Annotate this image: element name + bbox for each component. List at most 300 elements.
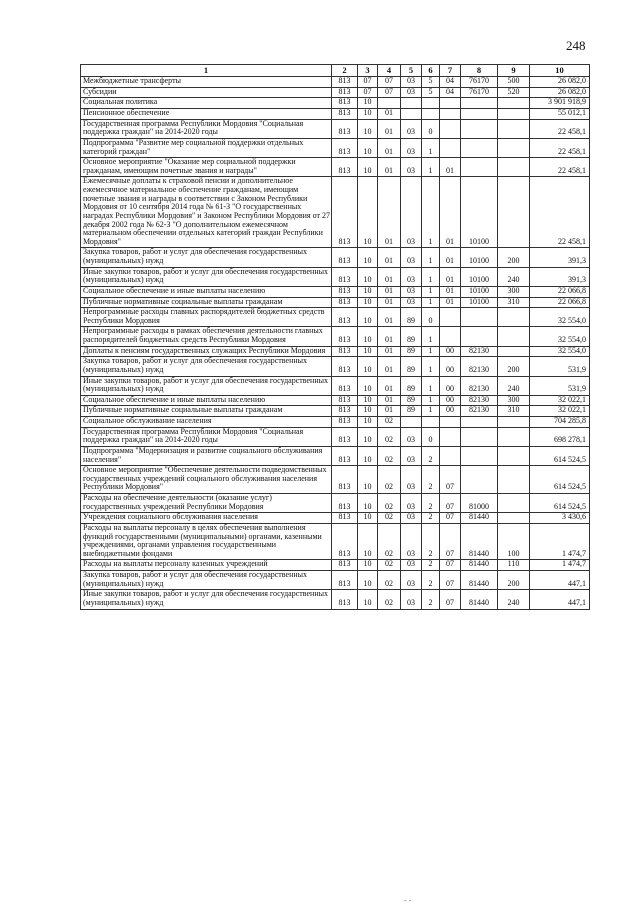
- col-event: [440, 119, 461, 138]
- row-name: Субсидии: [81, 87, 332, 98]
- col-amount: 704 285,8: [530, 417, 590, 428]
- row-name: Государственная программа Республики Мордовия "Социальная поддержка граждан" на 2014-2020 годы: [81, 427, 332, 446]
- col-event: 00: [440, 395, 461, 406]
- col-subsection: 02: [378, 590, 401, 609]
- row-name: Иные закупки товаров, работ и услуг для обеспечения государственных (муниципальных) нужд: [81, 267, 332, 286]
- col-subprogram: 1: [422, 286, 440, 297]
- col-subsection: 02: [378, 417, 401, 428]
- col-direction: 82130: [461, 395, 498, 406]
- table-row: [81, 297, 590, 308]
- col-section: 10: [358, 248, 378, 267]
- column-header: 3: [358, 65, 378, 77]
- col-subsection: 02: [378, 494, 401, 513]
- column-header: 2: [332, 65, 358, 77]
- col-subprogram: 1: [422, 376, 440, 395]
- table-row: [81, 395, 590, 406]
- col-amount: 32 554,0: [530, 327, 590, 346]
- col-grbs: 813: [332, 406, 358, 417]
- col-event: 04: [440, 87, 461, 98]
- column-header: 5: [401, 65, 422, 77]
- header-row: [81, 65, 590, 77]
- col-event: [440, 446, 461, 465]
- col-grbs: 813: [332, 523, 358, 560]
- col-section: 10: [358, 327, 378, 346]
- col-amount: 22 066,8: [530, 297, 590, 308]
- row-name: Подпрограмма "Развитие мер социальной поддержки отдельных категорий граждан": [81, 138, 332, 157]
- col-program: 03: [401, 513, 422, 524]
- col-amount: 447,1: [530, 571, 590, 590]
- col-event: 01: [440, 177, 461, 248]
- col-amount: 614 524,5: [530, 494, 590, 513]
- col-expense-type: 200: [498, 248, 530, 267]
- col-program: 89: [401, 346, 422, 357]
- col-event: 07: [440, 513, 461, 524]
- col-program: 89: [401, 395, 422, 406]
- row-name: Закупка товаров, работ и услуг для обеспечения государственных (муниципальных) нужд: [81, 571, 332, 590]
- col-grbs: 813: [332, 571, 358, 590]
- col-direction: 10100: [461, 248, 498, 267]
- col-amount: 22 066,8: [530, 286, 590, 297]
- col-subprogram: 1: [422, 327, 440, 346]
- col-subsection: 01: [378, 286, 401, 297]
- col-grbs: 813: [332, 77, 358, 88]
- table-row: [81, 376, 590, 395]
- col-grbs: 813: [332, 417, 358, 428]
- col-amount: 22 458,1: [530, 138, 590, 157]
- col-amount: 3 430,6: [530, 513, 590, 524]
- col-section: 10: [358, 138, 378, 157]
- col-subprogram: 2: [422, 523, 440, 560]
- row-name: Основное мероприятие "Обеспечение деятельности подведомственных государственных учреждений социального обслуживания населения Республики Мордовия": [81, 466, 332, 494]
- row-name: Основное мероприятие "Оказание мер социальной поддержки гражданам, имеющим почетные звания и награды": [81, 158, 332, 177]
- col-event: 07: [440, 494, 461, 513]
- row-name: Социальное обслуживание населения: [81, 417, 332, 428]
- col-grbs: 813: [332, 494, 358, 513]
- table-row: [81, 406, 590, 417]
- col-direction: [461, 308, 498, 327]
- col-direction: 76170: [461, 87, 498, 98]
- col-subsection: 02: [378, 571, 401, 590]
- col-section: 10: [358, 109, 378, 120]
- col-direction: 10100: [461, 177, 498, 248]
- col-event: 01: [440, 158, 461, 177]
- col-direction: 81440: [461, 571, 498, 590]
- col-event: 07: [440, 590, 461, 609]
- row-name: Публичные нормативные социальные выплаты гражданам: [81, 406, 332, 417]
- col-section: 10: [358, 446, 378, 465]
- table-row: [81, 177, 590, 248]
- col-direction: 81440: [461, 560, 498, 571]
- col-subsection: 02: [378, 523, 401, 560]
- col-program: 89: [401, 376, 422, 395]
- col-expense-type: [498, 119, 530, 138]
- col-section: 10: [358, 406, 378, 417]
- col-grbs: 813: [332, 138, 358, 157]
- col-amount: 614 524,5: [530, 446, 590, 465]
- col-event: [440, 138, 461, 157]
- col-section: 10: [358, 267, 378, 286]
- col-event: [440, 427, 461, 446]
- col-direction: [461, 109, 498, 120]
- col-event: 07: [440, 523, 461, 560]
- col-section: 10: [358, 98, 378, 109]
- col-event: 00: [440, 357, 461, 376]
- row-name: Непрограммные расходы главных распорядителей бюджетных средств Республики Мордовия: [81, 308, 332, 327]
- row-name: Иные закупки товаров, работ и услуг для обеспечения государственных (муниципальных) нужд: [81, 590, 332, 609]
- column-header: 9: [498, 65, 530, 77]
- col-subsection: 07: [378, 77, 401, 88]
- col-subprogram: 1: [422, 248, 440, 267]
- col-section: 10: [358, 560, 378, 571]
- col-program: 03: [401, 248, 422, 267]
- table-row: [81, 560, 590, 571]
- col-section: 10: [358, 513, 378, 524]
- col-grbs: 813: [332, 427, 358, 446]
- col-direction: 81440: [461, 513, 498, 524]
- row-name: Расходы на обеспечение деятельности (оказание услуг) государственных учреждений Республики Мордовия: [81, 494, 332, 513]
- col-grbs: 813: [332, 560, 358, 571]
- col-expense-type: 300: [498, 286, 530, 297]
- col-subsection: 02: [378, 466, 401, 494]
- col-expense-type: [498, 417, 530, 428]
- col-subprogram: 5: [422, 77, 440, 88]
- col-subsection: 01: [378, 248, 401, 267]
- col-expense-type: [498, 177, 530, 248]
- row-name: Закупка товаров, работ и услуг для обеспечения государственных (муниципальных) нужд: [81, 248, 332, 267]
- col-expense-type: 520: [498, 87, 530, 98]
- row-name: Иные закупки товаров, работ и услуг для обеспечения государственных (муниципальных) нужд: [81, 376, 332, 395]
- row-name: Закупка товаров, работ и услуг для обеспечения государственных (муниципальных) нужд: [81, 357, 332, 376]
- col-amount: 26 082,0: [530, 77, 590, 88]
- col-section: 10: [358, 590, 378, 609]
- col-program: 03: [401, 427, 422, 446]
- col-expense-type: [498, 327, 530, 346]
- col-section: 10: [358, 571, 378, 590]
- col-direction: 10100: [461, 267, 498, 286]
- col-amount: 1 474,7: [530, 560, 590, 571]
- col-subsection: 01: [378, 395, 401, 406]
- col-direction: 10100: [461, 297, 498, 308]
- col-program: 03: [401, 297, 422, 308]
- col-subprogram: 1: [422, 357, 440, 376]
- col-amount: 391,3: [530, 267, 590, 286]
- col-program: 89: [401, 308, 422, 327]
- table-row: [81, 494, 590, 513]
- col-amount: 32 022,1: [530, 395, 590, 406]
- table-row: [81, 327, 590, 346]
- col-direction: [461, 446, 498, 465]
- col-subprogram: 2: [422, 446, 440, 465]
- col-grbs: 813: [332, 513, 358, 524]
- col-section: 10: [358, 357, 378, 376]
- table-row: [81, 98, 590, 109]
- col-grbs: 813: [332, 248, 358, 267]
- col-program: 89: [401, 406, 422, 417]
- page-number: 248: [566, 38, 586, 53]
- col-grbs: 813: [332, 297, 358, 308]
- col-expense-type: 240: [498, 267, 530, 286]
- col-subprogram: 2: [422, 466, 440, 494]
- col-event: [440, 109, 461, 120]
- column-header: 4: [378, 65, 401, 77]
- col-event: 01: [440, 248, 461, 267]
- col-program: 03: [401, 446, 422, 465]
- col-section: 10: [358, 177, 378, 248]
- col-amount: 32 554,0: [530, 308, 590, 327]
- col-program: 03: [401, 590, 422, 609]
- table-row: [81, 590, 590, 609]
- col-expense-type: 200: [498, 571, 530, 590]
- col-program: 89: [401, 327, 422, 346]
- row-name: Государственная программа Республики Мордовия "Социальная поддержка граждан" на 2014-2020 годы: [81, 119, 332, 138]
- col-expense-type: 240: [498, 590, 530, 609]
- col-subsection: 01: [378, 327, 401, 346]
- col-subsection: 01: [378, 109, 401, 120]
- col-direction: [461, 119, 498, 138]
- row-name: Социальное обеспечение и иные выплаты населению: [81, 286, 332, 297]
- row-name: Учреждения социального обслуживания населения: [81, 513, 332, 524]
- col-subprogram: 1: [422, 177, 440, 248]
- col-subsection: 02: [378, 560, 401, 571]
- col-grbs: 813: [332, 119, 358, 138]
- col-section: 07: [358, 77, 378, 88]
- table-row: [81, 158, 590, 177]
- col-event: [440, 327, 461, 346]
- col-section: 10: [358, 286, 378, 297]
- col-direction: 82130: [461, 346, 498, 357]
- col-program: 03: [401, 286, 422, 297]
- table-row: [81, 417, 590, 428]
- col-expense-type: [498, 109, 530, 120]
- col-amount: 698 278,1: [530, 427, 590, 446]
- col-subsection: 01: [378, 308, 401, 327]
- col-subprogram: 2: [422, 513, 440, 524]
- col-event: 00: [440, 376, 461, 395]
- col-amount: 447,1: [530, 590, 590, 609]
- col-direction: 82130: [461, 357, 498, 376]
- col-amount: 26 082,0: [530, 87, 590, 98]
- table-body: [81, 77, 590, 609]
- col-subsection: 02: [378, 513, 401, 524]
- col-event: 00: [440, 406, 461, 417]
- col-program: 03: [401, 523, 422, 560]
- col-event: 07: [440, 560, 461, 571]
- col-subprogram: 2: [422, 590, 440, 609]
- col-subsection: 01: [378, 138, 401, 157]
- col-event: 00: [440, 346, 461, 357]
- col-expense-type: 100: [498, 523, 530, 560]
- table-row: [81, 77, 590, 88]
- col-amount: 22 458,1: [530, 177, 590, 248]
- row-name: Пенсионное обеспечение: [81, 109, 332, 120]
- col-amount: 32 022,1: [530, 406, 590, 417]
- col-subprogram: 2: [422, 494, 440, 513]
- col-subsection: 01: [378, 346, 401, 357]
- row-name: Социальная политика: [81, 98, 332, 109]
- col-direction: 81440: [461, 590, 498, 609]
- col-amount: 3 901 918,9: [530, 98, 590, 109]
- col-event: 01: [440, 286, 461, 297]
- col-expense-type: [498, 346, 530, 357]
- col-subprogram: 0: [422, 427, 440, 446]
- col-grbs: 813: [332, 376, 358, 395]
- col-section: 10: [358, 308, 378, 327]
- col-direction: 82130: [461, 376, 498, 395]
- table-row: [81, 267, 590, 286]
- col-direction: 82130: [461, 406, 498, 417]
- row-name: Ежемесячные доплаты к страховой пенсии и дополнительное ежемесячное материальное обеспечение гражданам, имеющим почетные звания и награды в соответствии с Законом Республики Мордовия от 10 сентября 2014 года № 61-З "О государственных наградах Республики Мордовия" и Законом Республики Мордовия от 27 декабря 2002 года № 62-З "О дополнительном ежемесячном материальном обеспечении отдельных категорий граждан Республики Мордовия": [81, 177, 332, 248]
- col-subprogram: 0: [422, 308, 440, 327]
- col-expense-type: 200: [498, 357, 530, 376]
- col-direction: 10100: [461, 286, 498, 297]
- col-event: [440, 417, 461, 428]
- col-amount: 614 524,5: [530, 466, 590, 494]
- col-event: 04: [440, 77, 461, 88]
- column-header: 10: [530, 65, 590, 77]
- col-subprogram: 5: [422, 87, 440, 98]
- col-subsection: 02: [378, 446, 401, 465]
- col-subsection: 02: [378, 427, 401, 446]
- col-subsection: [378, 98, 401, 109]
- col-amount: 22 458,1: [530, 119, 590, 138]
- col-section: 10: [358, 523, 378, 560]
- table-row: [81, 466, 590, 494]
- col-grbs: 813: [332, 590, 358, 609]
- col-subsection: 01: [378, 297, 401, 308]
- column-header: 7: [440, 65, 461, 77]
- table-row: [81, 357, 590, 376]
- col-expense-type: 310: [498, 406, 530, 417]
- col-grbs: 813: [332, 177, 358, 248]
- col-subsection: 01: [378, 357, 401, 376]
- col-direction: [461, 138, 498, 157]
- col-expense-type: 300: [498, 395, 530, 406]
- table-row: [81, 87, 590, 98]
- col-expense-type: [498, 513, 530, 524]
- col-event: 01: [440, 267, 461, 286]
- col-expense-type: 500: [498, 77, 530, 88]
- row-name: Межбюджетные трансферты: [81, 77, 332, 88]
- col-section: 10: [358, 158, 378, 177]
- table-row: [81, 446, 590, 465]
- col-subsection: 01: [378, 158, 401, 177]
- col-amount: 531,9: [530, 376, 590, 395]
- col-subsection: 01: [378, 119, 401, 138]
- row-name: Публичные нормативные социальные выплаты гражданам: [81, 297, 332, 308]
- col-grbs: 813: [332, 109, 358, 120]
- table-row: [81, 109, 590, 120]
- col-expense-type: [498, 98, 530, 109]
- col-subsection: 01: [378, 376, 401, 395]
- col-grbs: 813: [332, 327, 358, 346]
- table-row: [81, 248, 590, 267]
- col-grbs: 813: [332, 346, 358, 357]
- col-subprogram: 2: [422, 571, 440, 590]
- table-row: [81, 286, 590, 297]
- column-header: 8: [461, 65, 498, 77]
- col-grbs: 813: [332, 446, 358, 465]
- col-subprogram: 1: [422, 406, 440, 417]
- col-direction: [461, 417, 498, 428]
- row-name: Подпрограмма "Модернизация и развитие социального обслуживания населения": [81, 446, 332, 465]
- table-row: [81, 571, 590, 590]
- col-expense-type: [498, 427, 530, 446]
- table-row: [81, 513, 590, 524]
- col-program: 03: [401, 560, 422, 571]
- col-grbs: 813: [332, 466, 358, 494]
- col-program: 03: [401, 571, 422, 590]
- budget-table: [80, 64, 590, 610]
- col-program: 03: [401, 494, 422, 513]
- col-expense-type: [498, 494, 530, 513]
- col-amount: 32 554,0: [530, 346, 590, 357]
- col-grbs: 813: [332, 158, 358, 177]
- col-direction: [461, 327, 498, 346]
- col-direction: [461, 427, 498, 446]
- col-grbs: 813: [332, 98, 358, 109]
- row-name: Расходы на выплаты персоналу казенных учреждений: [81, 560, 332, 571]
- col-amount: 22 458,1: [530, 158, 590, 177]
- col-program: 03: [401, 177, 422, 248]
- col-grbs: 813: [332, 286, 358, 297]
- col-direction: 81440: [461, 523, 498, 560]
- col-section: 10: [358, 119, 378, 138]
- col-expense-type: [498, 308, 530, 327]
- col-section: 10: [358, 427, 378, 446]
- col-subprogram: [422, 98, 440, 109]
- col-program: 03: [401, 77, 422, 88]
- col-subsection: 07: [378, 87, 401, 98]
- col-expense-type: [498, 446, 530, 465]
- col-grbs: 813: [332, 267, 358, 286]
- col-subprogram: 1: [422, 138, 440, 157]
- col-program: 03: [401, 119, 422, 138]
- col-subsection: 01: [378, 177, 401, 248]
- col-event: [440, 308, 461, 327]
- col-section: 10: [358, 346, 378, 357]
- col-amount: 55 012,1: [530, 109, 590, 120]
- col-subprogram: 1: [422, 267, 440, 286]
- col-expense-type: [498, 158, 530, 177]
- col-amount: 391,3: [530, 248, 590, 267]
- col-program: 03: [401, 138, 422, 157]
- col-program: [401, 109, 422, 120]
- col-direction: 76170: [461, 77, 498, 88]
- col-program: [401, 98, 422, 109]
- col-amount: 531,9: [530, 357, 590, 376]
- col-direction: [461, 158, 498, 177]
- col-subsection: 01: [378, 267, 401, 286]
- col-program: 03: [401, 466, 422, 494]
- col-program: 03: [401, 158, 422, 177]
- col-program: 89: [401, 357, 422, 376]
- col-expense-type: [498, 138, 530, 157]
- col-event: 07: [440, 571, 461, 590]
- col-event: 01: [440, 297, 461, 308]
- col-grbs: 813: [332, 395, 358, 406]
- table-row: [81, 346, 590, 357]
- col-expense-type: [498, 466, 530, 494]
- col-event: 07: [440, 466, 461, 494]
- col-grbs: 813: [332, 308, 358, 327]
- col-subprogram: 1: [422, 158, 440, 177]
- col-section: 10: [358, 297, 378, 308]
- col-event: [440, 98, 461, 109]
- col-subprogram: [422, 417, 440, 428]
- table-row: [81, 523, 590, 560]
- col-subprogram: 0: [422, 119, 440, 138]
- table-row: [81, 308, 590, 327]
